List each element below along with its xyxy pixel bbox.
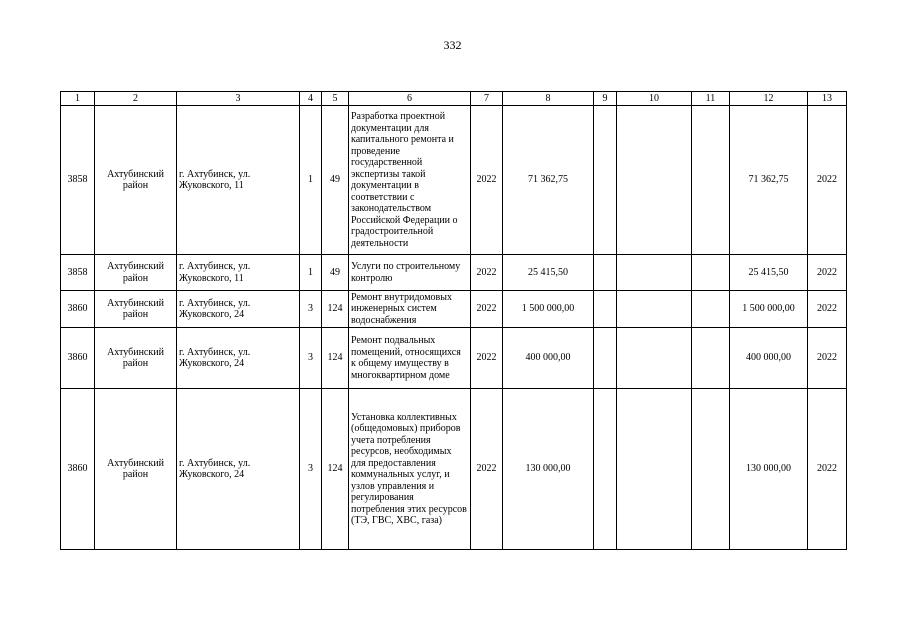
cell-col4: 1 [300,106,322,255]
table-row [61,389,847,550]
cell-work: Услуги по строительному контролю [349,255,471,291]
column-header: 6 [349,92,471,106]
cell-work: Разработка проектной документации для капитального ремонта и проведение государственной экспертизы такой документации в соответствии с законодательством Российской Федерации о градостроительной деятельности [349,106,471,255]
cell-col10 [617,328,692,389]
cell-col10 [617,255,692,291]
table-row [61,291,847,328]
cell-col4: 1 [300,255,322,291]
column-header: 2 [95,92,177,106]
cell-end-year: 2022 [808,255,847,291]
column-header: 5 [322,92,349,106]
cell-total: 1 500 000,00 [730,291,808,328]
cell-district: Ахтубинский район [95,255,177,291]
cell-end-year: 2022 [808,328,847,389]
cell-work: Ремонт внутридомовых инженерных систем водоснабжения [349,291,471,328]
cell-end-year: 2022 [808,106,847,255]
cell-cost: 25 415,50 [503,255,594,291]
column-header: 10 [617,92,692,106]
cell-year: 2022 [471,255,503,291]
cell-year: 2022 [471,328,503,389]
cell-col5: 124 [322,389,349,550]
cell-address: г. Ахтубинск, ул. Жуковского, 11 [177,106,300,255]
cell-col4: 3 [300,389,322,550]
column-header: 4 [300,92,322,106]
column-header: 11 [692,92,730,106]
cell-cost: 130 000,00 [503,389,594,550]
register-table [60,91,847,550]
cell-district: Ахтубинский район [95,328,177,389]
cell-col10 [617,106,692,255]
cell-district: Ахтубинский район [95,291,177,328]
cell-id: 3858 [61,106,95,255]
cell-id: 3860 [61,328,95,389]
table-row [61,255,847,291]
cell-year: 2022 [471,291,503,328]
cell-col4: 3 [300,291,322,328]
cell-col5: 124 [322,328,349,389]
cell-col9 [594,291,617,328]
column-header: 9 [594,92,617,106]
cell-address: г. Ахтубинск, ул. Жуковского, 24 [177,328,300,389]
cell-total: 130 000,00 [730,389,808,550]
cell-id: 3860 [61,291,95,328]
cell-col11 [692,255,730,291]
cell-district: Ахтубинский район [95,106,177,255]
column-header: 7 [471,92,503,106]
cell-year: 2022 [471,106,503,255]
cell-work: Установка коллективных (общедомовых) приборов учета потребления ресурсов, необходимых для предоставления коммунальных услуг, и узлов управления и регулирования потребления этих ресурсов (ТЭ, ГВС, ХВС, газа) [349,389,471,550]
header-row [61,92,847,106]
cell-work: Ремонт подвальных помещений, относящихся к общему имуществу в многоквартирном доме [349,328,471,389]
cell-total: 25 415,50 [730,255,808,291]
cell-col9 [594,328,617,389]
cell-id: 3858 [61,255,95,291]
cell-address: г. Ахтубинск, ул. Жуковского, 24 [177,291,300,328]
cell-address: г. Ахтубинск, ул. Жуковского, 11 [177,255,300,291]
cell-col5: 49 [322,106,349,255]
cell-district: Ахтубинский район [95,389,177,550]
cell-address: г. Ахтубинск, ул. Жуковского, 24 [177,389,300,550]
table-row [61,328,847,389]
cell-col10 [617,389,692,550]
column-header: 12 [730,92,808,106]
cell-year: 2022 [471,389,503,550]
cell-col5: 49 [322,255,349,291]
cell-end-year: 2022 [808,291,847,328]
cell-total: 400 000,00 [730,328,808,389]
page-number: 332 [443,38,462,52]
cell-end-year: 2022 [808,389,847,550]
cell-col11 [692,291,730,328]
column-header: 13 [808,92,847,106]
cell-col9 [594,106,617,255]
cell-col10 [617,291,692,328]
cell-cost: 71 362,75 [503,106,594,255]
cell-col11 [692,106,730,255]
cell-total: 71 362,75 [730,106,808,255]
cell-cost: 400 000,00 [503,328,594,389]
cell-col9 [594,255,617,291]
column-header: 1 [61,92,95,106]
table-row [61,106,847,255]
cell-col5: 124 [322,291,349,328]
cell-col11 [692,328,730,389]
cell-col4: 3 [300,328,322,389]
column-header: 3 [177,92,300,106]
cell-cost: 1 500 000,00 [503,291,594,328]
cell-col11 [692,389,730,550]
cell-col9 [594,389,617,550]
column-header: 8 [503,92,594,106]
cell-id: 3860 [61,389,95,550]
